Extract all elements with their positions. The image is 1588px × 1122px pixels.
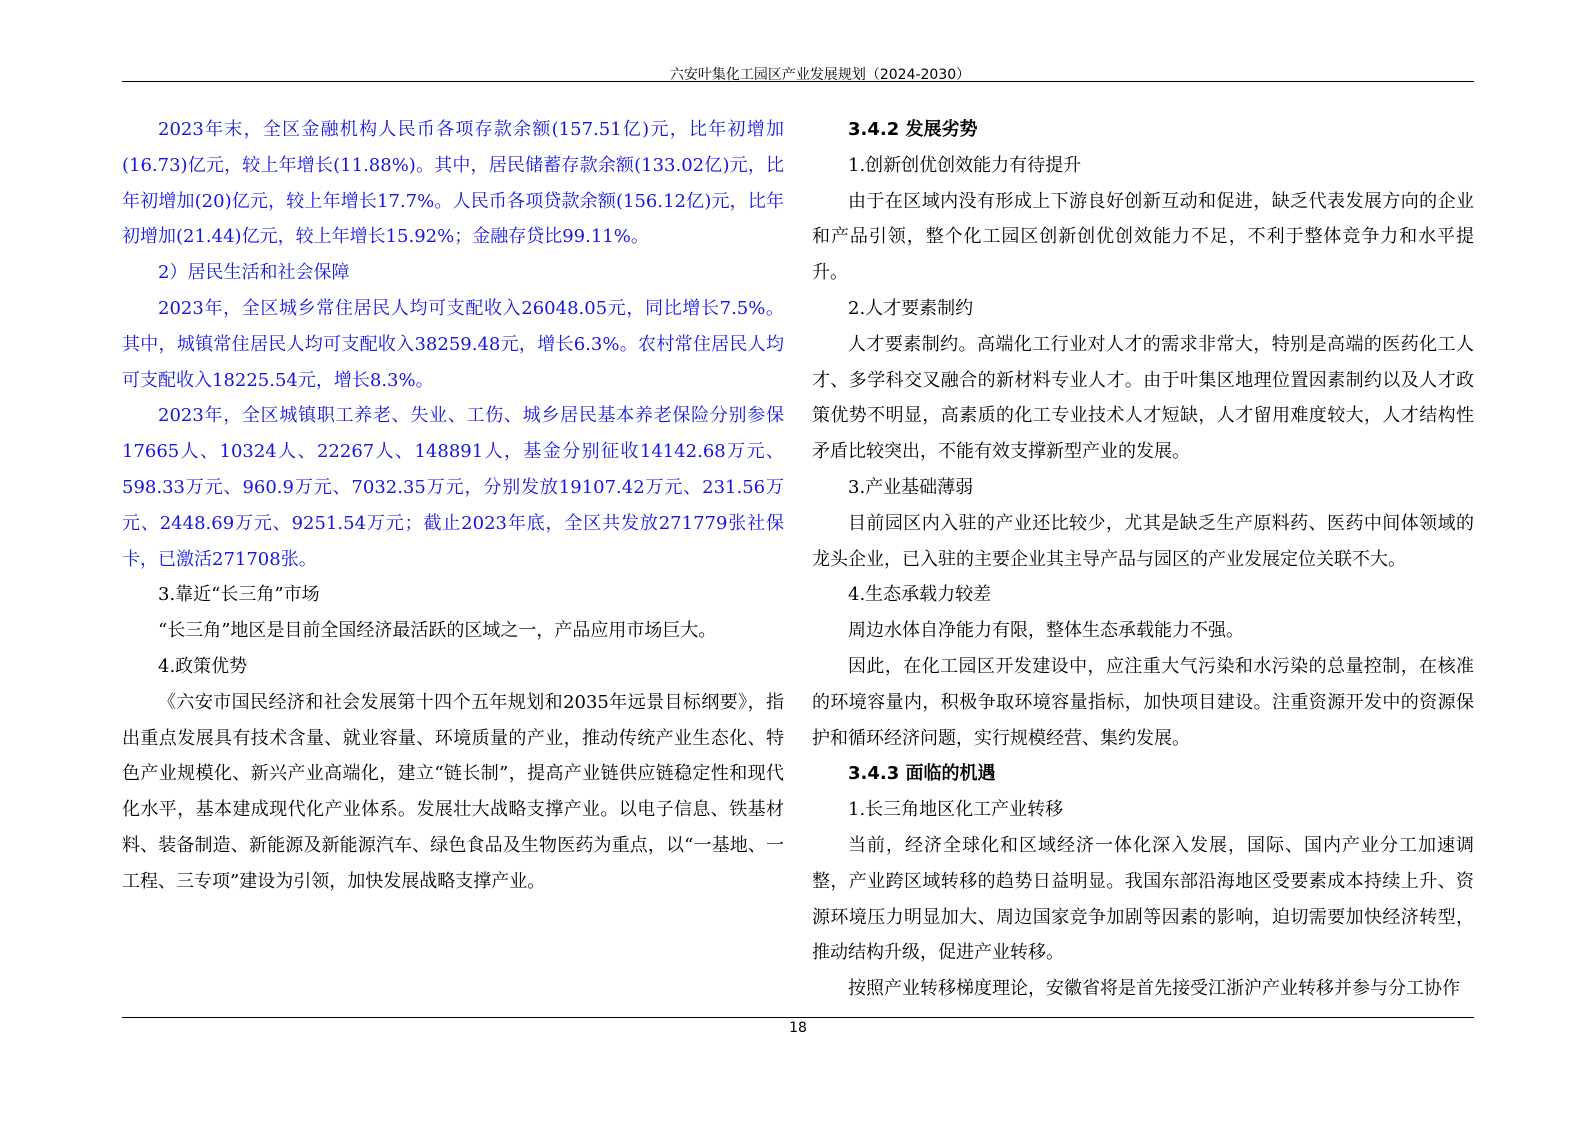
industry-base-paragraph: 目前园区内入驻的产业还比较少，尤其是缺乏生产原料药、医药中间体领域的龙头企业，已入驻的主要企业其主导产品与园区的产业发展定位关联不大。 [812, 512, 1474, 570]
right-text-column [812, 112, 1474, 1007]
income-paragraph: 2023年，全区城乡常住居民人均可支配收入26048.05元，同比增长7.5%。其中，城镇常住居民人均可支配收入38259.48元，增长6.3%。农村常住居民人均可支配收入18225.54元，增长8.3%。 [122, 297, 784, 391]
yangtze-delta-market-paragraph: “长三角”地区是目前全国经济最活跃的区域之一，产品应用市场巨大。 [158, 620, 717, 642]
policy-advantage-paragraph: 《六安市国民经济和社会发展第十四个五年规划和2035年远景目标纲要》，指出重点发展具有技术含量、就业容量、环境质量的产业，推动传统产业生态化、特色产业规模化、新兴产业高端化，建立“链长制”，提高产业链供应链稳定性和现代化水平，基本建成现代化产业体系。发展壮大战略支撑产业。以电子信息、铁基材料、装备制造、新能源及新能源汽车、绿色食品及生物医药为重点，以“一基地、一工程、三专项”建设为引领，加快发展战略支撑产业。 [122, 691, 784, 892]
document-header-title: 六安叶集化工园区产业发展规划（2024-2030） [669, 67, 971, 83]
footer-divider [122, 1017, 1474, 1018]
talent-paragraph: 人才要素制约。高端化工行业对人才的需求非常大，特别是高端的医药化工人才、多学科交叉融合的新材料专业人才。由于叶集区地理位置因素制约以及人才政策优势不明显，高素质的化工专业技术人才短缺，人才留用难度较大，人才结构性矛盾比较突出，不能有效支撑新型产业的发展。 [812, 333, 1474, 463]
section-heading-disadvantages: 3.4.2 发展劣势 [848, 119, 978, 140]
gradient-theory-paragraph: 按照产业转移梯度理论，安徽省将是首先接受江浙沪产业转移并参与分工协作 [848, 978, 1460, 1000]
ecology-subheading: 4.生态承载力较差 [848, 584, 992, 606]
finance-deposits-paragraph: 2023年末，全区金融机构人民币各项存款余额(157.51亿)元，比年初增加(16.73)亿元，较上年增长(11.88%)。其中，居民储蓄存款余额(133.02亿)元，比年初增加(20)亿元，较上年增长17.7%。人民币各项贷款余额(156.12亿)元，比年初增加(21.44)亿元，较上年增长15.92%；金融存贷比99.11%。 [122, 119, 784, 248]
section-heading-opportunities: 3.4.3 面临的机遇 [848, 763, 996, 785]
pollution-control-paragraph: 因此，在化工园区开发建设中，应注重大气污染和水污染的总量控制，在核准的环境容量内，积极争取环境容量指标，加快项目建设。注重资源开发中的资源保护和循环经济问题，实行规模经营、集约发展。 [812, 655, 1474, 749]
ecology-paragraph: 周边水体自净能力有限，整体生态承载能力不强。 [848, 620, 1244, 642]
innovation-paragraph: 由于在区域内没有形成上下游良好创新互动和促进，缺乏代表发展方向的企业和产品引领，整个化工园区创新创优创效能力不足，不利于整体竞争力和水平提升。 [812, 190, 1474, 284]
industry-transfer-paragraph: 当前，经济全球化和区域经济一体化深入发展，国际、国内产业分工加速调整，产业跨区域转移的趋势日益明显。我国东部沿海地区受要素成本持续上升、资源环境压力明显加大、周边国家竞争加剧等因素的影响，迫切需要加快经济转型，推动结构升级，促进产业转移。 [812, 834, 1474, 964]
page-number: 18 [789, 1020, 807, 1036]
living-standards-subheading: 2）居民生活和社会保障 [158, 262, 350, 284]
industry-base-subheading: 3.产业基础薄弱 [848, 476, 974, 498]
left-text-column [122, 112, 784, 900]
social-insurance-paragraph: 2023年，全区城镇职工养老、失业、工伤、城乡居民基本养老保险分别参保17665人、10324人、22267人、148891人，基金分别征收14142.68万元、598.33万元、960.9万元、7032.35万元，分别发放19107.42万元、231.56万元、2448.69万元、9251.54万元；截止2023年底，全区共发放271779张社保卡，已激活271708张。 [122, 405, 784, 570]
header-divider [122, 81, 1474, 82]
innovation-subheading: 1.创新创优创效能力有待提升 [848, 154, 1082, 176]
yangtze-delta-market-subheading: 3.靠近“长三角”市场 [158, 584, 320, 606]
policy-advantage-subheading: 4.政策优势 [158, 655, 248, 677]
talent-subheading: 2.人才要素制约 [848, 297, 974, 319]
industry-transfer-subheading: 1.长三角地区化工产业转移 [848, 799, 1064, 821]
